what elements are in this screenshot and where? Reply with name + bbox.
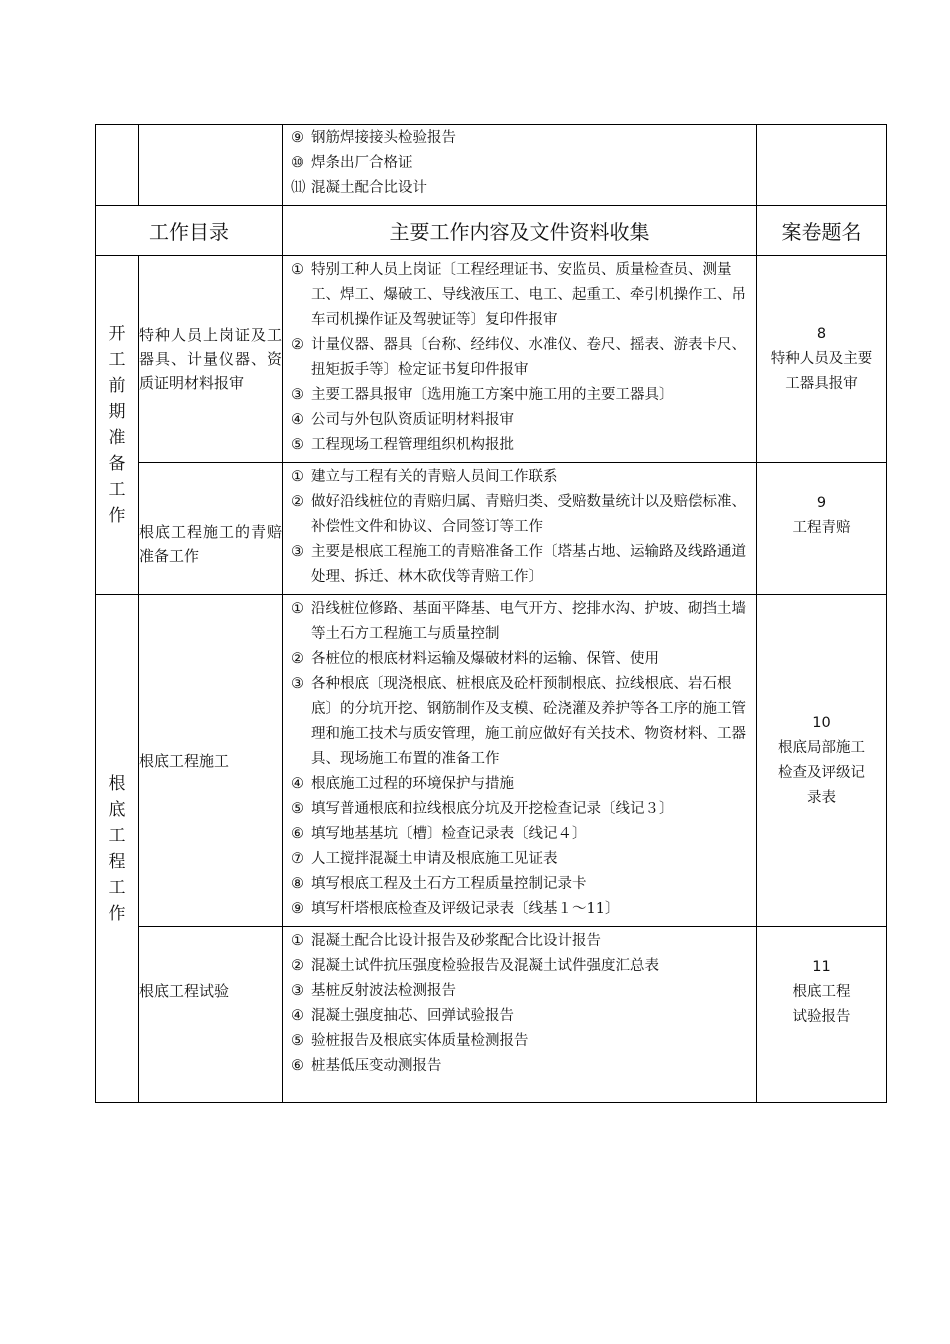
list-item: ⑦ 人工搅拌混凝土申请及根底施工见证表	[291, 851, 558, 867]
table-row	[96, 256, 887, 463]
header-row	[96, 206, 887, 256]
header-content: 主要工作内容及文件资料收集	[283, 206, 757, 256]
list-item: ④ 混凝土强度抽芯、回弹试验报告	[291, 1008, 514, 1024]
section-title-foundation: 根 底 工 程 工 作	[96, 595, 139, 1103]
list-item: ② 做好沿线桩位的青赔归属、青赔归类、受赔数量统计以及赔偿标准、补偿性文件和协议、合同签订等工作	[291, 494, 746, 535]
archive-number: 8	[816, 325, 827, 342]
table-row	[96, 927, 887, 1103]
empty-cell	[757, 125, 887, 206]
archive-name-line: 试验报告	[792, 1009, 851, 1025]
list-item: ⑥ 桩基低压变动测报告	[291, 1058, 442, 1074]
content-cell	[283, 927, 757, 1103]
list-item: ② 各桩位的根底材料运输及爆破材料的运输、保管、使用	[291, 651, 659, 667]
archive-title	[757, 927, 887, 1103]
list-item: ① 混凝土配合比设计报告及砂浆配合比设计报告	[291, 933, 601, 949]
list-item: ⑨ 填写杆塔根底检查及评级记录表〔线基１～11〕	[291, 901, 620, 917]
archive-number: 9	[816, 495, 827, 511]
archive-title	[757, 463, 887, 595]
table-row	[96, 463, 887, 595]
list-item: ⑥ 填写地基基坑〔槽〕检查记录表〔线记４〕	[291, 826, 587, 842]
table-row	[96, 595, 887, 927]
sub-directory: 根底工程施工	[139, 595, 283, 927]
header-archive: 案卷题名	[757, 206, 887, 256]
list-item: ② 混凝土试件抗压强度检验报告及混凝土试件强度汇总表	[291, 958, 659, 974]
list-item: ⑤ 填写普通根底和拉线根底分坑及开挖检查记录〔线记３〕	[291, 801, 674, 817]
content-cell	[283, 256, 757, 463]
archive-title	[757, 595, 887, 927]
list-item: ③ 主要工器具报审〔选用施工方案中施工用的主要工器具〕	[291, 387, 674, 403]
list-item: ⑾ 混凝土配合比设计	[291, 180, 427, 196]
sub-directory: 根底工程试验	[139, 927, 283, 1103]
list-item: ③ 基桩反射波法检测报告	[291, 983, 456, 999]
list-item: ④ 公司与外包队资质证明材料报审	[291, 412, 514, 428]
list-item: ④ 根底施工过程的环境保护与措施	[291, 776, 514, 792]
list-item: ① 特别工种人员上岗证〔工程经理证书、安监员、质量检查员、测量工、焊工、爆破工、导线液压工、电工、起重工、牵引机操作工、吊车司机操作证及驾驶证等〕复印件报审	[291, 262, 746, 328]
continuation-row	[96, 125, 887, 206]
section-title-prestart: 开 工 前 期 准 备 工 作	[96, 256, 139, 595]
empty-cell	[139, 125, 283, 206]
list-item: ⑤ 验桩报告及根底实体质量检测报告	[291, 1033, 529, 1049]
list-item: ⑧ 填写根底工程及土石方工程质量控制记录卡	[291, 876, 587, 892]
list-item: ⑤ 工程现场工程管理组织机构报批	[291, 437, 514, 453]
archive-title	[757, 256, 887, 463]
sub-directory: 特种人员上岗证及工器具、计量仪器、资质证明材料报审	[139, 256, 283, 463]
list-item: ⑩ 焊条出厂合格证	[291, 155, 413, 171]
archive-name: 工程青赔	[792, 520, 851, 536]
list-item: ③ 各种根底〔现浇根底、桩根底及砼杆预制根底、拉线根底、岩石根底〕的分坑开挖、钢筋制作及支模、砼浇灌及养护等各工序的施工管理和施工技术与质安管理，施工前应做好有关技术、物资材料、工器具、现场施工布置的准备工作	[291, 676, 746, 767]
list-item: ⑨ 钢筋焊接接头检验报告	[291, 130, 456, 146]
list-item: ③ 主要是根底工程施工的青赔准备工作〔塔基占地、运输路及线路通道处理、拆迁、林木砍伐等青赔工作〕	[291, 544, 746, 585]
content-cell	[283, 463, 757, 595]
content-cell	[283, 595, 757, 927]
list-item: ① 沿线桩位修路、基面平降基、电气开方、挖排水沟、护坡、砌挡土墙等土石方工程施工与质量控制	[291, 601, 746, 642]
sub-directory: 根底工程施工的青赔准备工作	[139, 463, 283, 595]
archive-name-line: 根底局部施工	[778, 739, 865, 756]
archive-name-line: 录表	[807, 789, 836, 806]
list-item: ① 建立与工程有关的青赔人员间工作联系	[291, 469, 558, 485]
archive-number: 10	[812, 714, 831, 731]
archive-name-line: 检查及评级记	[778, 764, 865, 781]
content-cell	[283, 125, 757, 206]
archive-name-line: 根底工程	[792, 984, 851, 1000]
archive-name: 特种人员及主要工器具报审	[770, 350, 873, 392]
empty-cell	[96, 125, 139, 206]
archive-number: 11	[812, 959, 831, 975]
list-item: ② 计量仪器、器具〔台称、经纬仪、水准仪、卷尺、摇表、游表卡尺、扭矩扳手等〕检定证书复印件报审	[291, 337, 746, 378]
work-table	[95, 124, 887, 1103]
header-directory: 工作目录	[96, 206, 283, 256]
